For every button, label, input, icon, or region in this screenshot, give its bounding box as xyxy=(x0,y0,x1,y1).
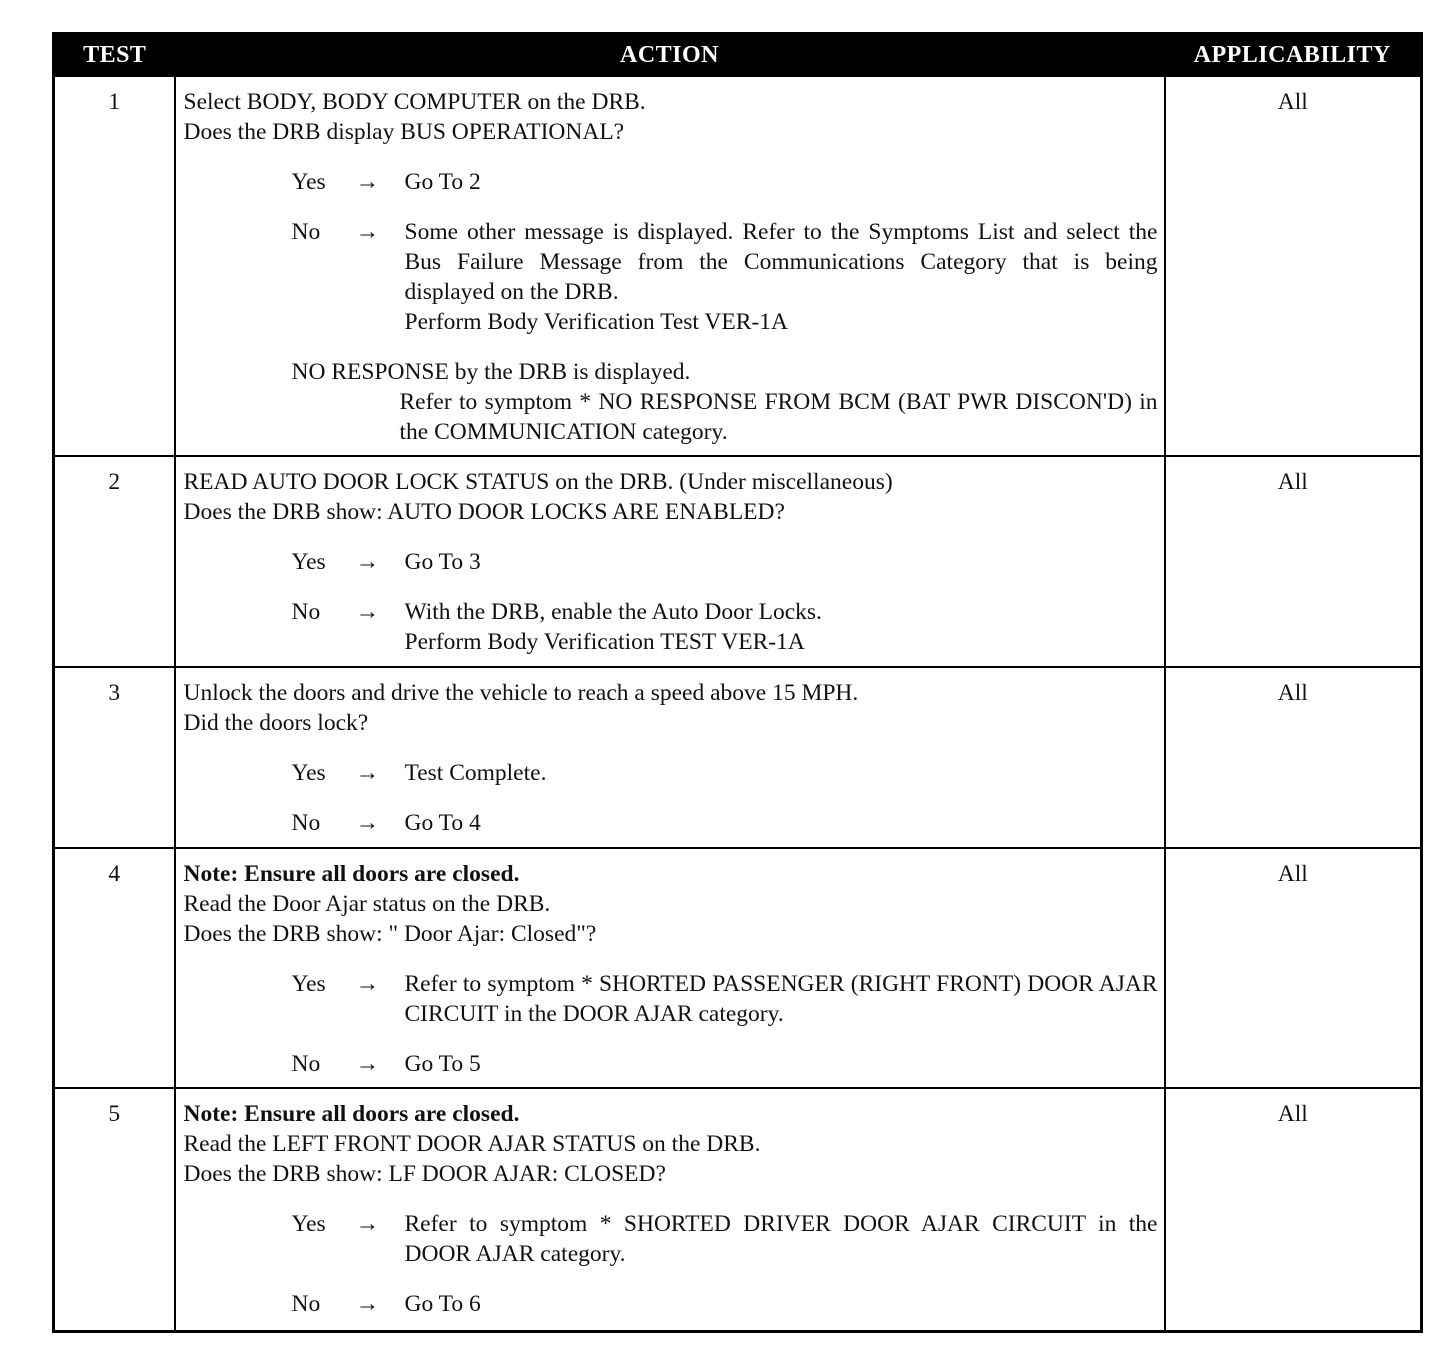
yes-result: Go To 3 xyxy=(404,549,481,575)
no-branch xyxy=(292,1049,1158,1079)
test-number: 2 xyxy=(54,456,175,667)
arrow-icon: → xyxy=(355,219,379,245)
applicability-value: All xyxy=(1165,1088,1422,1331)
no-response-action: Refer to symptom * NO RESPONSE FROM BCM (BAT PWR DISCON'D) in the COMMUNICATION category. xyxy=(399,389,1158,445)
applicability-value: All xyxy=(1165,456,1422,667)
header-action: ACTION xyxy=(175,34,1165,77)
no-branch xyxy=(292,1289,1158,1319)
yes-result: Go To 2 xyxy=(404,169,481,195)
instruction-line: Unlock the doors and drive the vehicle to reach a speed above 15 MPH. xyxy=(183,680,859,706)
yes-branch xyxy=(292,969,1158,1029)
table-row xyxy=(54,456,1422,667)
no-result: Go To 4 xyxy=(404,810,481,836)
applicability-value: All xyxy=(1165,76,1422,456)
test-number: 3 xyxy=(54,667,175,848)
header-row xyxy=(54,34,1422,77)
test-number: 4 xyxy=(54,848,175,1088)
applicability-value: All xyxy=(1165,667,1422,848)
yes-label: Yes xyxy=(291,760,326,786)
arrow-icon: → xyxy=(355,169,379,195)
question-line: Does the DRB show: LF DOOR AJAR: CLOSED? xyxy=(183,1161,666,1187)
arrow-icon: → xyxy=(355,760,379,786)
yes-branch xyxy=(292,167,1158,197)
no-result: Some other message is displayed. Refer to the Symptoms List and select the Bus Failure Message from the Communications Category that is being displayed on the DRB. xyxy=(404,219,1158,305)
instruction-line: Read the LEFT FRONT DOOR AJAR STATUS on the DRB. xyxy=(183,1131,761,1157)
arrow-icon: → xyxy=(355,1211,379,1237)
instruction-line: Select BODY, BODY COMPUTER on the DRB. xyxy=(183,89,646,115)
test-number: 1 xyxy=(54,76,175,456)
arrow-icon: → xyxy=(355,1051,379,1077)
question-line: Does the DRB show: " Door Ajar: Closed"? xyxy=(183,921,597,947)
no-result: Perform Body Verification TEST VER-1A xyxy=(404,629,805,655)
diagnostic-test-table xyxy=(52,32,1423,1333)
no-result: Go To 5 xyxy=(404,1051,481,1077)
yes-result: Refer to symptom * SHORTED DRIVER DOOR AJAR CIRCUIT in the DOOR AJAR category. xyxy=(404,1211,1158,1267)
note-line: Note: Ensure all doors are closed. xyxy=(183,1101,520,1127)
action-cell xyxy=(175,76,1165,456)
yes-branch xyxy=(292,758,1158,788)
action-cell xyxy=(175,848,1165,1088)
no-label: No xyxy=(291,219,321,245)
arrow-icon: → xyxy=(355,599,379,625)
header-test: TEST xyxy=(54,34,175,77)
no-result: With the DRB, enable the Auto Door Locks. xyxy=(404,599,822,625)
arrow-icon: → xyxy=(355,1291,379,1317)
no-label: No xyxy=(291,810,321,836)
table-row xyxy=(54,667,1422,848)
action-cell xyxy=(175,456,1165,667)
yes-label: Yes xyxy=(291,971,326,997)
yes-label: Yes xyxy=(291,169,326,195)
table-row xyxy=(54,76,1422,456)
no-label: No xyxy=(291,599,321,625)
yes-result: Test Complete. xyxy=(404,760,547,786)
yes-label: Yes xyxy=(291,1211,326,1237)
no-response-line: NO RESPONSE by the DRB is displayed. xyxy=(291,359,691,385)
question-line: Does the DRB display BUS OPERATIONAL? xyxy=(183,119,625,145)
arrow-icon: → xyxy=(355,810,379,836)
arrow-icon: → xyxy=(355,549,379,575)
table-row xyxy=(54,848,1422,1088)
action-cell xyxy=(175,1088,1165,1331)
no-branch xyxy=(292,217,1158,337)
no-branch xyxy=(292,597,1158,657)
table-row xyxy=(54,1088,1422,1331)
no-branch xyxy=(292,808,1158,838)
yes-label: Yes xyxy=(291,549,326,575)
applicability-value: All xyxy=(1165,848,1422,1088)
yes-branch xyxy=(292,547,1158,577)
yes-branch xyxy=(292,1209,1158,1269)
instruction-line: Read the Door Ajar status on the DRB. xyxy=(183,891,551,917)
no-result: Go To 6 xyxy=(404,1291,481,1317)
arrow-icon: → xyxy=(355,971,379,997)
note-line: Note: Ensure all doors are closed. xyxy=(183,861,520,887)
action-cell xyxy=(175,667,1165,848)
no-label: No xyxy=(291,1051,321,1077)
no-response-branch xyxy=(292,357,1158,447)
no-label: No xyxy=(291,1291,321,1317)
test-number: 5 xyxy=(54,1088,175,1331)
question-line: Does the DRB show: AUTO DOOR LOCKS ARE ENABLED? xyxy=(183,499,785,525)
header-applicability: APPLICABILITY xyxy=(1165,34,1422,77)
no-result: Perform Body Verification Test VER-1A xyxy=(404,309,788,335)
question-line: Did the doors lock? xyxy=(183,710,369,736)
yes-result: Refer to symptom * SHORTED PASSENGER (RIGHT FRONT) DOOR AJAR CIRCUIT in the DOOR AJAR category. xyxy=(404,971,1158,1027)
instruction-line: READ AUTO DOOR LOCK STATUS on the DRB. (Under miscellaneous) xyxy=(183,469,893,495)
